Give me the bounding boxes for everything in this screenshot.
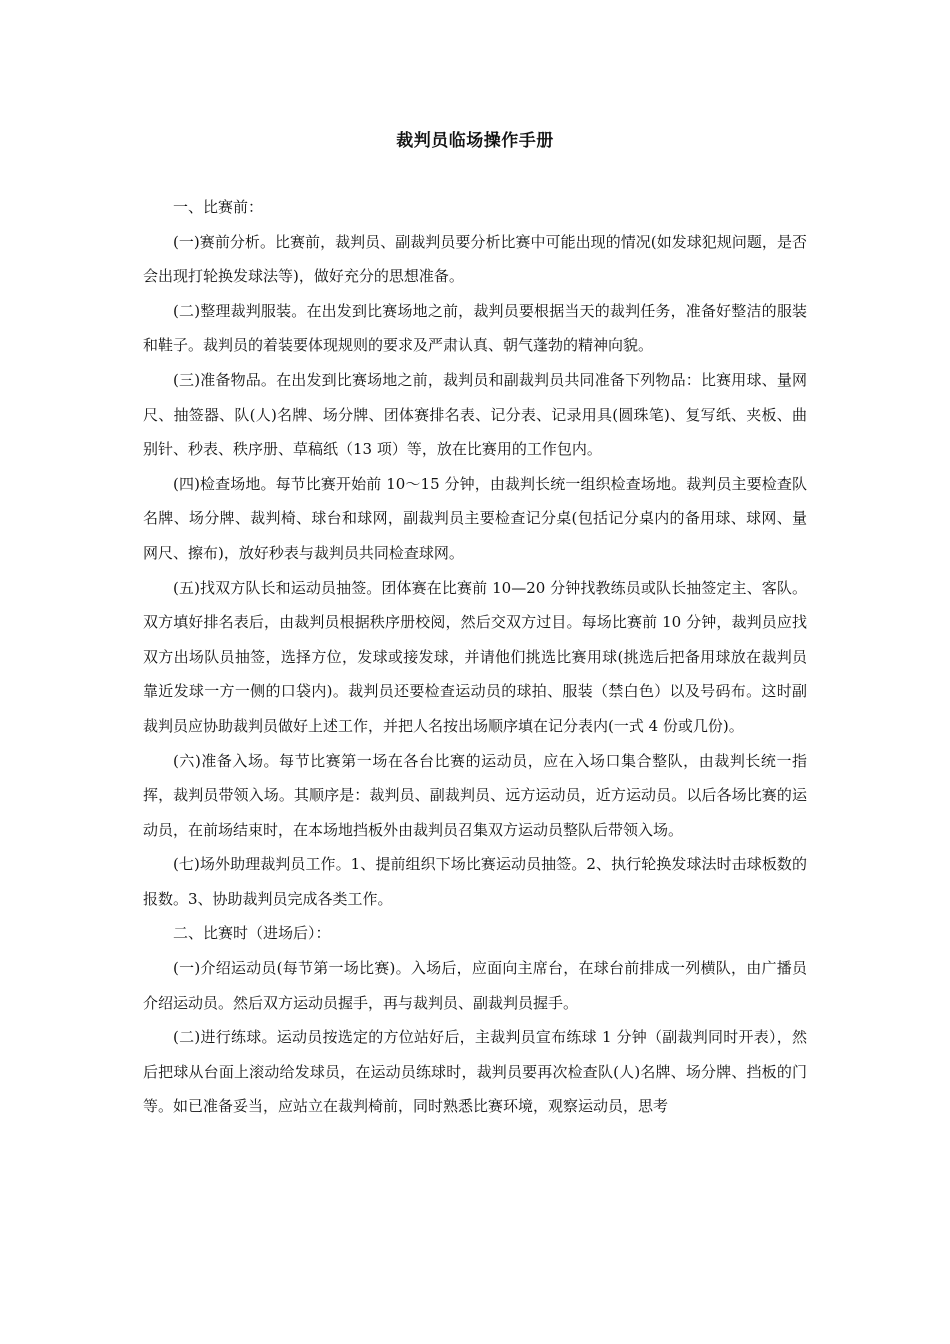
paragraph: (六)准备入场。每节比赛第一场在各台比赛的运动员，应在入场口集合整队，由裁判长统一指挥，裁判员带领入场。其顺序是：裁判员、副裁判员、远方运动员，近方运动员。以后各场比赛的运动员，在前场结束时，在本场地挡板外由裁判员召集双方运动员整队后带领入场。 (143, 751, 807, 839)
paragraph: (一)赛前分析。比赛前，裁判员、副裁判员要分析比赛中可能出现的情况(如发球犯规问题，是否会出现打轮换发球法等)，做好充分的思想准备。 (143, 232, 807, 286)
paragraph: (五)找双方队长和运动员抽签。团体赛在比赛前 10—20 分钟找教练员或队长抽签定主、客队。双方填好排名表后，由裁判员根据秩序册校阅，然后交双方过目。每场比赛前 10 分钟，裁判员应找双方出场队员抽签，选择方位，发球或接发球，并请他们挑选比赛用球(挑选后把备用球放在裁判员靠近发球一方一侧的口袋内)。裁判员还要检查运动员的球拍、服装（禁白色）以及号码布。这时副裁判员应协助裁判员做好上述工作，并把人名按出场顺序填在记分表内(一式 4 份或几份)。 (143, 578, 807, 735)
paragraph: (二)整理裁判服装。在出发到比赛场地之前，裁判员要根据当天的裁判任务，准备好整洁的服装和鞋子。裁判员的着装要体现规则的要求及严肃认真、朝气蓬勃的精神向貌。 (143, 301, 807, 355)
paragraph: (七)场外助理裁判员工作。1、提前组织下场比赛运动员抽签。2、执行轮换发球法时击球板数的报数。3、协助裁判员完成各类工作。 (143, 855, 807, 908)
paragraph: (三)准备物品。在出发到比赛场地之前，裁判员和副裁判员共同准备下列物品：比赛用球、量网尺、抽签器、队(人)名牌、场分牌、团体赛排名表、记分表、记录用具(圆珠笔)、复写纸、夹板、曲别针、秒表、秩序册、草稿纸（13 项）等，放在比赛用的工作包内。 (143, 370, 807, 459)
section-heading-before-match: 一、比赛前： (173, 198, 264, 216)
paragraph: (四)检查场地。每节比赛开始前 10～15 分钟，由裁判长统一组织检查场地。裁判员主要检查队名牌、场分牌、裁判椅、球台和球网，副裁判员主要检查记分桌(包括记分桌内的备用球、球网、量网尺、擦布)，放好秒表与裁判员共同检查球网。 (143, 474, 807, 562)
paragraph: (二)进行练球。运动员按选定的方位站好后，主裁判员宣布练球 1 分钟（副裁判同时开表），然后把球从台面上滚动给发球员，在运动员练球时，裁判员要再次检查队(人)名牌、场分牌、挡板的门等。如已准备妥当，应站立在裁判椅前，同时熟悉比赛环境，观察运动员，思考 (143, 1028, 807, 1116)
document-body (143, 190, 807, 1124)
section-heading-during-match: 二、比赛时（进场后）： (173, 924, 331, 943)
paragraph: (一)介绍运动员(每节第一场比赛)。入场后，应面向主席台，在球台前排成一列横队，由广播员介绍运动员。然后双方运动员握手，再与裁判员、副裁判员握手。 (143, 959, 807, 1012)
document-title: 裁判员临场操作手册 (396, 131, 554, 151)
